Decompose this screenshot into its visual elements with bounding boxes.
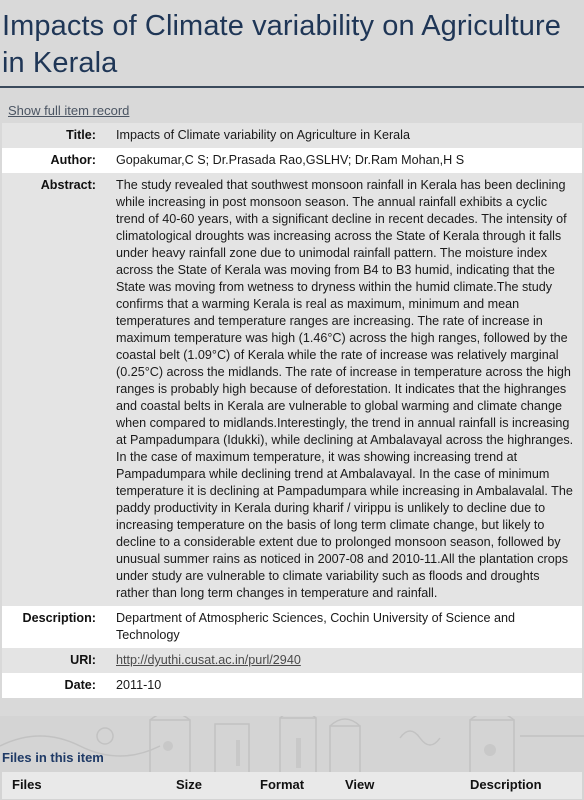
metadata-label: Title: xyxy=(2,123,110,148)
metadata-label: Description: xyxy=(2,606,110,648)
page-title: Impacts of Climate variability on Agriculture in Kerala xyxy=(2,10,561,79)
uri-link[interactable]: http://dyuthi.cusat.ac.in/purl/2940 xyxy=(116,653,301,667)
metadata-row-date xyxy=(2,673,582,698)
metadata-value-uri xyxy=(110,648,582,673)
title-divider xyxy=(0,86,584,88)
metadata-row-uri xyxy=(2,648,582,673)
item-metadata-table xyxy=(2,123,582,698)
metadata-value-date: 2011-10 xyxy=(110,673,582,698)
column-header-size: Size xyxy=(166,772,250,799)
metadata-value-description: Department of Atmospheric Sciences, Cochin University of Science and Technology xyxy=(110,606,582,648)
column-header-format: Format xyxy=(250,772,335,799)
metadata-value-title: Impacts of Climate variability on Agriculture in Kerala xyxy=(110,123,582,148)
files-table-header xyxy=(2,772,582,799)
files-section-heading: Files in this item xyxy=(2,750,104,765)
metadata-row-title xyxy=(2,123,582,148)
column-header-files: Files xyxy=(2,772,166,799)
metadata-label: URI: xyxy=(2,648,110,673)
metadata-value-author: Gopakumar,C S; Dr.Prasada Rao,GSLHV; Dr.Ram Mohan,H S xyxy=(110,148,582,173)
column-header-view: View xyxy=(335,772,460,799)
metadata-label: Abstract: xyxy=(2,173,110,606)
metadata-value-abstract: The study revealed that southwest monsoon rainfall in Kerala has been declining while increasing in post monsoon season. The annual rainfall exhibits a cyclic trend of 40-60 years, with a significant decline in recent decades. The intensity of climatological droughts was increasing across the State of Kerala through it falls under heavy rainfall zone due to unimodal rainfall pattern. The moisture index across the State of Kerala was moving from B4 to B3 humid, indicating that the State was moving from wetness to dryness within the humid climate.The study confirms that a warming Kerala is real as maximum, minimum and mean temperatures and temperature ranges are increasing. The rate of increase in maximum temperature was high (1.46°C) across the high ranges, followed by the coastal belt (1.09°C) of Kerala while the rate of increase was relatively marginal (0.25°C) across the midlands. The rate of increase in temperature across the high ranges is probably high because of deforestation. It indicates that the highranges and coastal belts in Kerala are vulnerable to global warming and climate change when compared to midlands.Interestingly, the trend in annual rainfall is increasing at Pampadumpara (Idukki), while declining at Ambalavayal across the highranges. In the case of maximum temperature, it was showing increasing trend at Pampadumpara while declining trend at Ambalavayal. In the case of minimum temperature it is declining at Pampadumpara while increasing in Ambalavalal. The paddy productivity in Kerala during kharif / virippu is unlikely to decline due to increasing temperature on the basis of long term climate change, but likely to decline to a considerable extent due to prolonged monsoon season, followed by unusual summer rains as noticed in 2007-08 and 2010-11.All the plantation crops under study are vulnerable to climate variability such as floods and droughts rather than long term changes in temperature and rainfall. xyxy=(110,173,582,606)
metadata-row-abstract xyxy=(2,173,582,606)
metadata-label: Author: xyxy=(2,148,110,173)
files-table xyxy=(2,772,582,799)
metadata-label: Date: xyxy=(2,673,110,698)
metadata-row-author xyxy=(2,148,582,173)
metadata-row-description xyxy=(2,606,582,648)
show-full-item-record-link[interactable]: Show full item record xyxy=(8,103,130,118)
column-header-description: Description xyxy=(460,772,582,799)
